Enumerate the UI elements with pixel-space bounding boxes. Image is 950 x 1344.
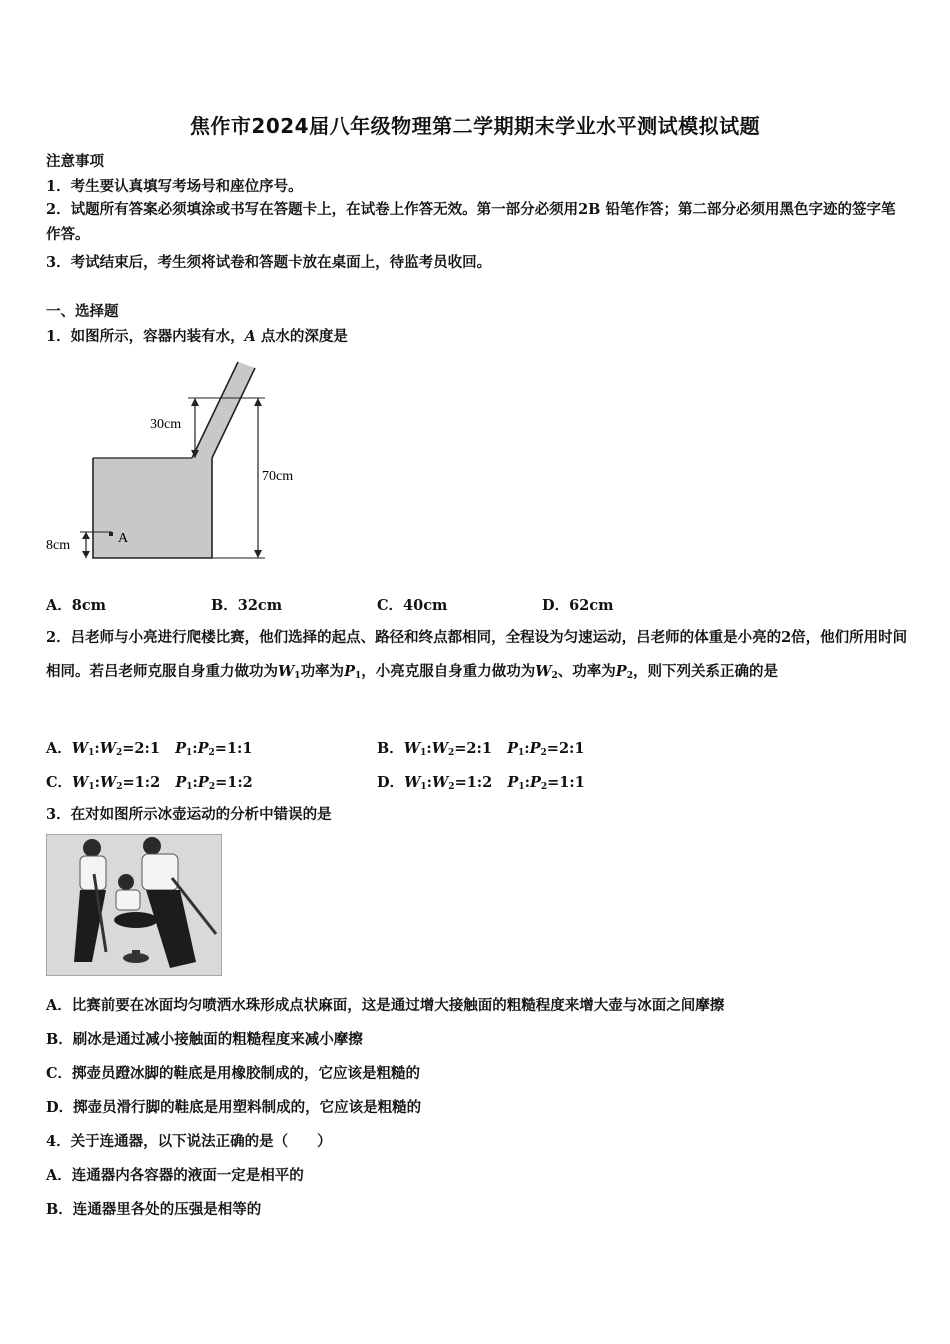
notice-heading: 注意事项 [46, 153, 104, 170]
q1-stem: 1．如图所示，容器内装有水，A 点水的深度是 [46, 328, 348, 345]
dim-8-arrow-down [82, 551, 90, 558]
q2-option-c: C．$W_1:W_2=1:2$ $P_1:P_2=1:2$ [46, 774, 253, 792]
q3-option-b: B．刷冰是通过减小接触面的粗糙程度来减小摩擦 [46, 1031, 363, 1048]
q4-stem: 4．关于连通器，以下说法正确的是（ ） [46, 1133, 332, 1150]
player-right-shirt [142, 854, 178, 890]
label-8cm: 8cm [46, 538, 71, 553]
curling-stone-handle [132, 950, 140, 956]
label-70cm: 70cm [262, 469, 294, 484]
thrower-shirt [116, 890, 140, 910]
dim-8-arrow-up [82, 532, 90, 539]
q1-option-a: A．8cm [46, 597, 107, 614]
point-a-marker [109, 532, 113, 536]
player-right-head [143, 837, 161, 855]
thrower-legs [114, 912, 158, 928]
q2-option-d: D．$W_1:W_2=1:2$ $P_1:P_2=1:1$ [377, 774, 585, 792]
tube-fill [192, 362, 255, 458]
player-left-head [83, 839, 101, 857]
q1-container-figure [40, 360, 320, 570]
q3-option-a: A．比赛前要在冰面均匀喷洒水珠形成点状麻面，这是通过增大接触面的粗糙程度来增大壶与冰面之间摩擦 [46, 997, 725, 1014]
page-title: 焦作市2024届八年级物理第二学期期末学业水平测试模拟试题 [189, 114, 761, 138]
q2-stem: 2．吕老师与小亮进行爬楼比赛，他们选择的起点、路径和终点都相同，全程设为匀速运动，吕老师的体重是小亮的2倍，他们所用时间相同。若吕老师克服自身重力做功为$W_1$功率为$P_1$，小亮克服自身重力做功为$W_2$、功率为$P_2$，则下列关系正确的是 [46, 629, 908, 681]
notice-item-2: 2．试题所有答案必须填涂或书写在答题卡上，在试卷上作答无效。第一部分必须用2B 铅笔作答；第二部分必须用黑色字迹的签字笔作答。 [46, 201, 896, 243]
label-point-a: A [118, 531, 129, 546]
dim-70-arrow-down [254, 550, 262, 558]
section-heading: 一、选择题 [46, 303, 119, 320]
water-fill [93, 458, 192, 558]
q3-stem: 3．在对如图所示冰壶运动的分析中错误的是 [46, 806, 332, 823]
q1-option-b: B．32cm [211, 597, 283, 614]
q4-option-b: B．连通器里各处的压强是相等的 [46, 1201, 262, 1218]
water-fill-right [192, 458, 212, 558]
player-left-shirt [80, 856, 106, 890]
dim-30-arrow-up [191, 398, 199, 406]
q1-option-d: D．62cm [542, 597, 614, 614]
q3-option-d: D．掷壶员滑行脚的鞋底是用塑料制成的，它应该是粗糙的 [46, 1099, 422, 1116]
thrower-head [118, 874, 134, 890]
q3-option-c: C．掷壶员蹬冰脚的鞋底是用橡胶制成的，它应该是粗糙的 [46, 1065, 421, 1082]
notice-item-1: 1．考生要认真填写考场号和座位序号。 [46, 178, 303, 195]
q4-option-a: A．连通器内各容器的液面一定是相平的 [46, 1167, 304, 1184]
q2-option-a: A．$W_1:W_2=2:1$ $P_1:P_2=1:1$ [46, 740, 253, 758]
notice-item-3: 3．考试结束后，考生须将试卷和答题卡放在桌面上，待监考员收回。 [46, 254, 492, 271]
q2-option-b: B．$W_1:W_2=2:1$ $P_1:P_2=2:1$ [377, 740, 585, 758]
q3-curling-photo [46, 834, 222, 976]
label-30cm: 30cm [150, 417, 182, 432]
dim-70-arrow-up [254, 398, 262, 406]
q1-option-c: C．40cm [377, 597, 448, 614]
